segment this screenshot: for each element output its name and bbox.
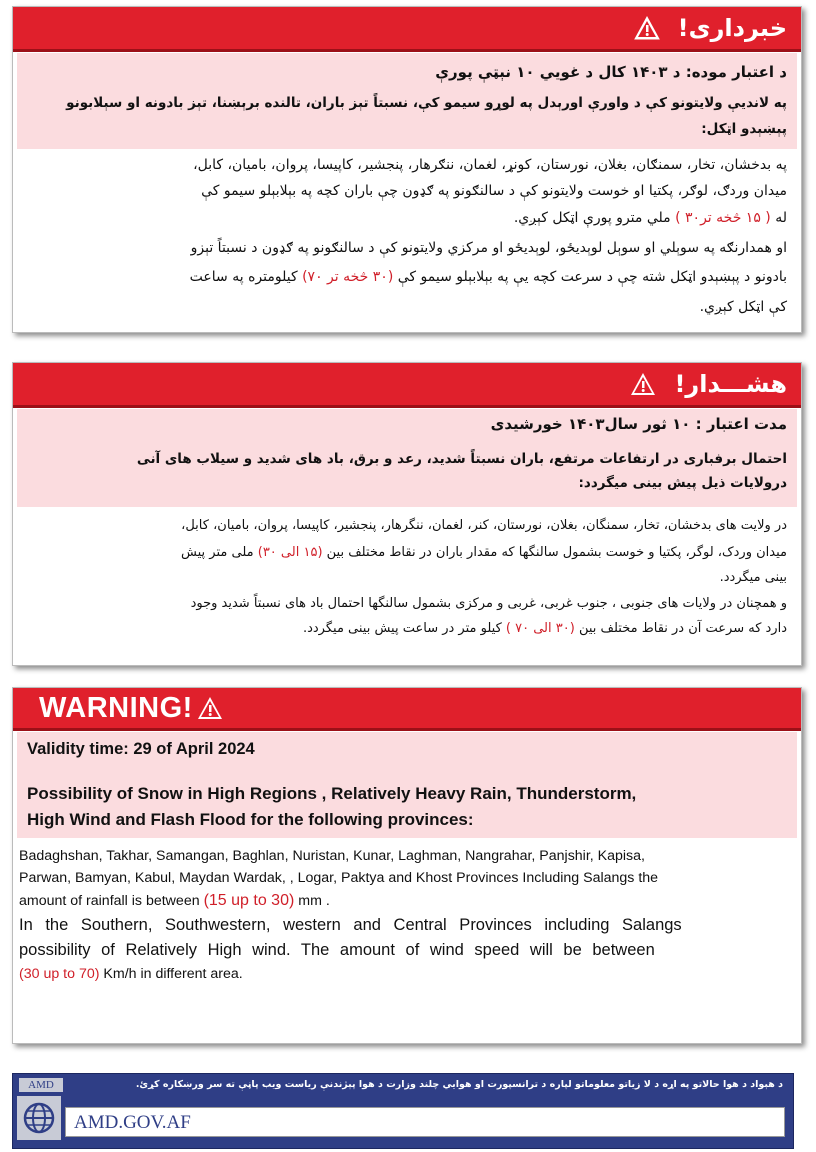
dari-wind-prefix: دارد که سرعت آن در نقاط مختلف بین bbox=[578, 621, 787, 636]
dari-warning-panel bbox=[12, 362, 802, 666]
pashto-wind-suffix: کيلومتره په ساعت bbox=[189, 269, 298, 285]
pashto-rain-range: ( ۱۵ څخه تر۳۰ ) bbox=[675, 210, 771, 226]
english-headline-line1: Possibility of Snow in High Regions , Relatively Heavy Rain, Thunderstorm, bbox=[27, 784, 637, 803]
pashto-body-line6: کې اټکل کېږي. bbox=[699, 299, 787, 315]
english-headline-colon: : bbox=[467, 810, 474, 829]
english-body-line4: In the Southern, Southwestern, western and Central Provinces including Salangs bbox=[19, 916, 682, 934]
dari-rain-prefix: میدان وردک، لوگر، پکتیا و خوست بشمول سالنگها که مقدار باران در نقاط مختلف بین bbox=[326, 545, 787, 560]
english-body-line5: possibility of Relatively High wind. The amount of wind speed will be between bbox=[19, 941, 655, 959]
warning-triangle-icon bbox=[197, 695, 223, 721]
pashto-wind-prefix: بادونو د پېښېدو اټکل شته چې د سرعت کچه يې په بېلابېلو سيمو کې bbox=[397, 269, 787, 285]
english-body-line1: Badaghshan, Takhar, Samangan, Baghlan, Nuristan, Kunar, Laghman, Nangrahar, Panjshir, Kapisa, bbox=[19, 848, 645, 864]
english-body-line3 bbox=[19, 892, 330, 910]
footer-bar bbox=[12, 1073, 794, 1149]
dari-wind-range: (۳۰ الی ۷۰ ) bbox=[505, 621, 575, 636]
pashto-warning-panel bbox=[12, 6, 802, 333]
amd-logo: AMD bbox=[19, 1078, 63, 1092]
pashto-title-group bbox=[634, 7, 787, 49]
pashto-headline-line1: په لانديې ولايتونو کې د واورې اورېدل په لوړو سيمو کې، نسبتاً تېز باران، تالنده برېښنا، تېز بادونه او سېلابونو bbox=[66, 95, 787, 111]
dari-body-line3: بینی میگردد. bbox=[719, 570, 787, 585]
english-rain-prefix: amount of rainfall is between bbox=[19, 893, 200, 909]
english-body-line2: Parwan, Bamyan, Kabul, Maydan Wardak, , Logar, Paktya and Khost Provinces Including Salangs the bbox=[19, 870, 659, 886]
pashto-headline-line2: پېښېدو اټکل: bbox=[701, 121, 787, 137]
english-banner bbox=[13, 688, 801, 731]
pashto-body-line1: په بدخشان، تخار، سمنګان، بغلان، نورستان، کونړ، لغمان، ننګرهار، پنجشیر، کاپیسا، پروان، بامیان، کابل، bbox=[193, 157, 787, 173]
warning-triangle-icon bbox=[634, 15, 660, 41]
english-body-line6 bbox=[19, 966, 243, 982]
pashto-validity: د اعتبار موده: د ۱۴۰۳ کال د غويي ۱۰ نېټې پورې bbox=[435, 63, 787, 81]
english-title: WARNING! bbox=[39, 691, 193, 724]
pashto-body-line2: میدان وردګ، لوګر، پکتیا او خوست ولایتونو کې د سالنګونو په ګډون چې باران کچه په بېلابېلو سیمو کې bbox=[201, 183, 787, 199]
dari-headline-line1: احتمال برفباری در ارتفاعات مرتفع، باران نسبتاً شدید، رعد و برق، باد های شدید و سیلاب های آنی bbox=[136, 451, 787, 467]
dari-headline-line2: درولایات ذیل پیش بینی میگردد: bbox=[578, 475, 787, 491]
english-headline-line2 bbox=[27, 810, 474, 830]
pashto-rain-prefix: له bbox=[775, 210, 787, 226]
dari-body-line5 bbox=[303, 621, 787, 636]
english-validity: Validity time: 29 of April 2024 bbox=[27, 740, 255, 758]
english-title-group bbox=[39, 688, 223, 728]
dari-body-line1: در ولایت های بدخشان، تخار، سمنگان، بغلان، نورستان، کنر، لغمان، ننگرهار، پنجشیر، کاپیسا، پروان، بامیان، کابل، bbox=[181, 518, 787, 533]
pashto-rain-suffix: ملي مترو پورې اټکل کېږي. bbox=[513, 210, 671, 226]
english-wind-suffix: Km/h in different area. bbox=[103, 966, 243, 982]
dari-title-group bbox=[630, 363, 787, 405]
pashto-body-line5 bbox=[190, 269, 787, 285]
website-link[interactable]: AMD.GOV.AF bbox=[65, 1107, 785, 1137]
dari-validity: مدت اعتبار : ۱۰ ثور سال۱۴۰۳ خورشیدی bbox=[490, 415, 787, 433]
pashto-body-line4: او همدارنګه په سوېلي او سوېل لوېديځو، لوېدیځو او مرکزي ولايتونو کې د سالنګونو په ګډون د نسبتاً تېزو bbox=[190, 240, 787, 256]
english-rain-range: (15 up to 30) bbox=[203, 892, 295, 909]
english-warning-panel bbox=[12, 687, 802, 1044]
english-headline-text: High Wind and Flash Flood for the following provinces bbox=[27, 810, 468, 829]
dari-rain-suffix: ملی متر پیش bbox=[181, 545, 254, 560]
dari-wind-suffix: کیلو متر در ساعت پیش بینی میگردد. bbox=[302, 621, 502, 636]
english-rain-suffix: mm . bbox=[298, 893, 330, 909]
dari-body-line4: و همچنان در ولایات های جنوبی ، جنوب غربی، غربی و مرکزی بشمول سالنگها احتمال باد های نسبتاً شدید وجود bbox=[190, 596, 787, 611]
globe-icon bbox=[17, 1096, 61, 1140]
english-wind-range: (30 up to 70) bbox=[19, 966, 100, 982]
dari-title: هشـــدار! bbox=[674, 370, 787, 398]
pashto-wind-range: (۳۰ څخه تر ۷۰) bbox=[302, 269, 394, 285]
warning-triangle-icon bbox=[630, 371, 656, 397]
dari-banner bbox=[13, 363, 801, 408]
dari-body-line2 bbox=[181, 545, 787, 560]
pashto-title: خبرداری! bbox=[677, 14, 787, 42]
globe-badge bbox=[17, 1096, 61, 1140]
footer-notice: د هېواد د هوا حالاتو په اړه د لا زياتو معلوماتو لپاره د ترانسپورت او هوايي چلند وزارت د هوا پېژندنې رياست ويب پاڼې ته سر ورښکاره کړئ. bbox=[135, 1079, 783, 1090]
dari-rain-range: (۱۵ الی ۳۰) bbox=[257, 545, 323, 560]
pashto-banner bbox=[13, 7, 801, 52]
pashto-body-line3 bbox=[514, 210, 787, 226]
